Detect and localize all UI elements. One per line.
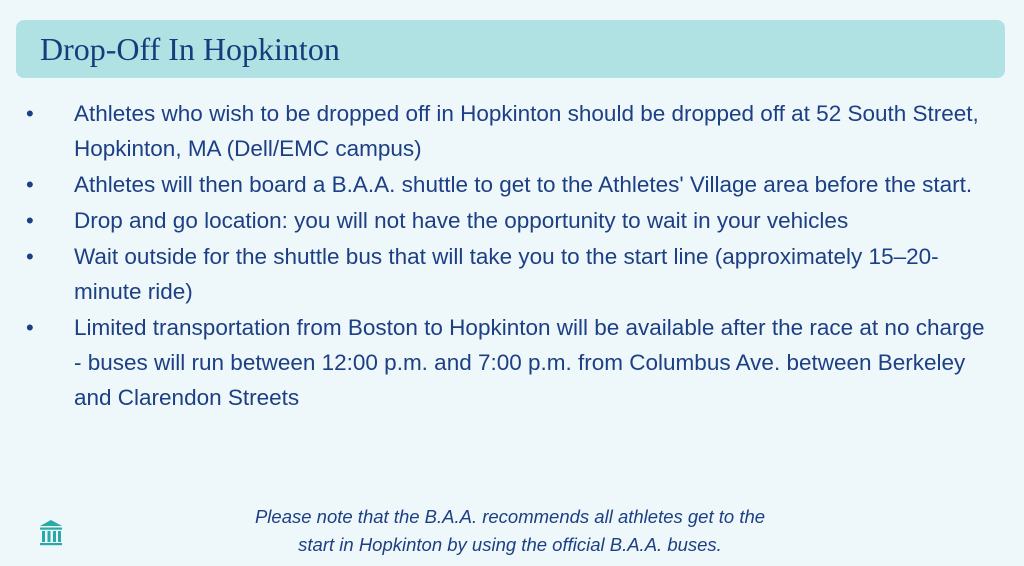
bullet-text: Athletes who wish to be dropped off in Hopkinton should be dropped off at 52 South Street, Hopkinton, MA (Dell/EMC campus) — [74, 101, 979, 161]
bullet-text: Drop and go location: you will not have the opportunity to wait in your vehicles — [74, 208, 849, 233]
title-bar — [16, 20, 1005, 78]
bullet-text: Limited transportation from Boston to Hopkinton will be available after the race at no charge - buses will run between 12:00 p.m. and 7:00 p.m. from Columbus Ave. between Berkeley and Clarendon Streets — [74, 315, 985, 410]
bullet-dot-icon: • — [26, 208, 34, 233]
bullet-item — [26, 239, 986, 309]
bullet-item — [26, 310, 986, 415]
bullet-item — [26, 167, 986, 202]
footnote — [150, 503, 870, 559]
bullet-text: Athletes will then board a B.A.A. shuttle to get to the Athletes' Village area before the start. — [74, 172, 973, 197]
footnote-line-2: start in Hopkinton by using the official B.A.A. buses. — [298, 534, 722, 555]
bullet-dot-icon: • — [26, 101, 34, 126]
bullet-dot-icon: • — [26, 315, 34, 340]
bullet-text: Wait outside for the shuttle bus that will take you to the start line (approximately 15–20-minute ride) — [74, 244, 939, 304]
building-columns-icon — [39, 518, 63, 548]
bullet-item — [26, 203, 986, 238]
bullet-list — [26, 96, 986, 416]
bullet-dot-icon: • — [26, 172, 34, 197]
footnote-line-1: Please note that the B.A.A. recommends all athletes get to the — [254, 506, 766, 527]
bullet-item — [26, 96, 986, 166]
bullet-dot-icon: • — [26, 244, 34, 269]
slide-title: Drop-Off In Hopkinton — [40, 31, 340, 67]
